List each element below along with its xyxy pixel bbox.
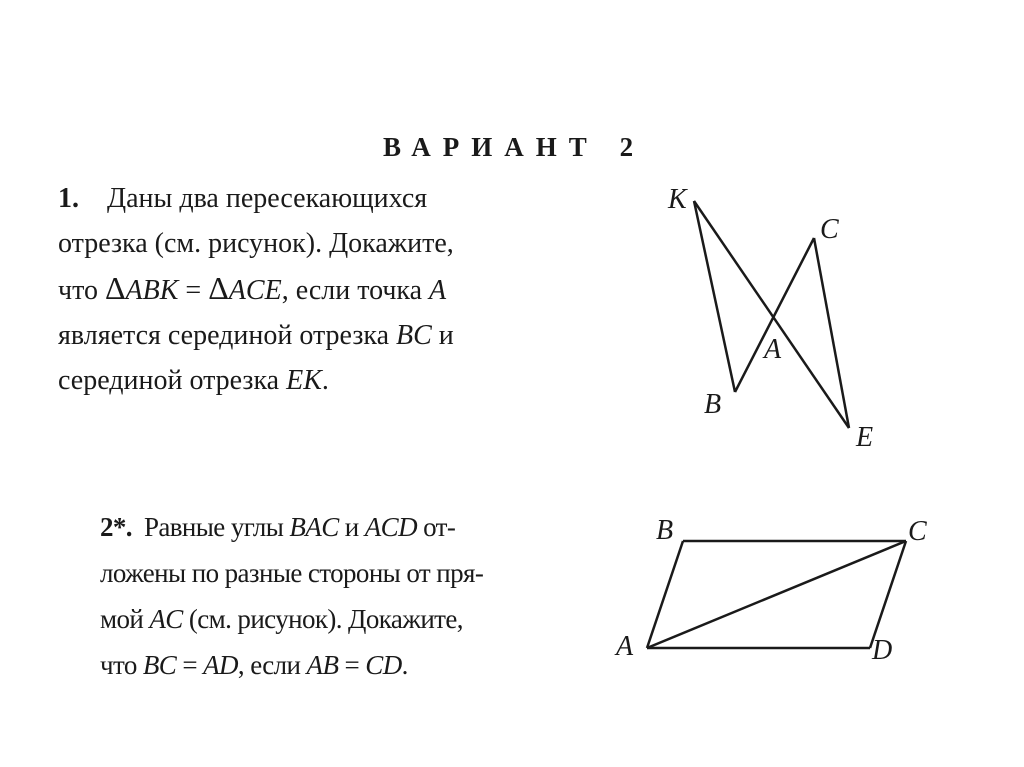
line-ac: AC xyxy=(149,604,183,634)
parallelogram-diagram xyxy=(600,505,960,680)
text-fragment: , если xyxy=(237,650,307,680)
equals-sign: = xyxy=(178,275,209,306)
segment-cd xyxy=(870,541,906,648)
text-fragment: . xyxy=(321,365,329,396)
triangle-abk: ABK xyxy=(125,275,179,306)
segment-ce xyxy=(814,238,849,428)
segment-ab xyxy=(647,541,683,648)
label-e: E xyxy=(856,422,874,453)
diagonal-ac xyxy=(647,541,906,648)
task-2-number: 2*. xyxy=(100,512,132,542)
label-k: K xyxy=(668,184,687,215)
text-fragment: мой xyxy=(100,604,150,634)
variant-word: ВАРИАНТ xyxy=(383,132,599,162)
label-d: D xyxy=(872,635,893,666)
label-b: B xyxy=(656,515,674,546)
task-1-number: 1. xyxy=(58,183,79,214)
text-fragment: что xyxy=(100,650,143,680)
triangle-symbol: Δ xyxy=(208,270,229,306)
equals-sign: = xyxy=(176,650,204,680)
task-1-text xyxy=(58,176,454,403)
segment-ab: AB xyxy=(306,650,339,680)
text-fragment: . xyxy=(401,650,408,680)
triangle-symbol: Δ xyxy=(104,270,126,306)
label-c: C xyxy=(820,214,839,245)
segment-bc: BC xyxy=(396,320,432,351)
task-2-line-4 xyxy=(100,642,483,688)
task-2-text xyxy=(100,504,483,688)
task-2-line-3 xyxy=(100,596,483,642)
text-fragment: серединой отрезка xyxy=(58,365,287,396)
task-1-figure xyxy=(640,170,890,470)
text-fragment: (см. рисунок). Докажите, xyxy=(182,604,463,634)
task-1-line-4 xyxy=(58,313,454,358)
task-2-line-1 xyxy=(100,504,483,550)
label-b: B xyxy=(704,389,722,420)
equals-sign: = xyxy=(338,650,366,680)
text-fragment: , если точка xyxy=(281,275,430,306)
point-a: A xyxy=(429,275,447,306)
text-fragment: от- xyxy=(416,512,456,542)
task-1-line-5 xyxy=(58,358,454,403)
crossing-segments-diagram xyxy=(640,170,890,470)
segment-ek: EK xyxy=(286,365,322,396)
triangle-ace: ACE xyxy=(228,275,282,306)
task-1-line-1-text: Даны два пересекающихся xyxy=(107,183,428,214)
task-2-line-2: ложены по разные стороны от пря- xyxy=(100,558,484,588)
segment-bc: BC xyxy=(142,650,177,680)
text-fragment: Равные углы xyxy=(143,512,290,542)
variant-number: 2 xyxy=(619,132,634,162)
segment-ad: AD xyxy=(203,650,238,680)
segment-bc xyxy=(735,238,814,392)
text-fragment: что xyxy=(58,275,105,306)
variant-title xyxy=(383,132,633,163)
text-fragment: является серединой отрезка xyxy=(58,320,396,351)
label-a: A xyxy=(764,334,782,365)
task-2-figure xyxy=(600,505,960,680)
task-1-line-1 xyxy=(58,176,454,221)
task-1-line-2: отрезка (см. рисунок). Докажите, xyxy=(58,228,454,259)
task-1-line-3 xyxy=(58,266,454,313)
text-fragment: и xyxy=(338,512,365,542)
label-a: A xyxy=(616,631,634,662)
segment-cd: CD xyxy=(365,650,402,680)
label-c: C xyxy=(908,516,927,547)
text-fragment: и xyxy=(431,320,454,351)
angle-bac: BAC xyxy=(289,512,339,542)
angle-acd: ACD xyxy=(364,512,417,542)
